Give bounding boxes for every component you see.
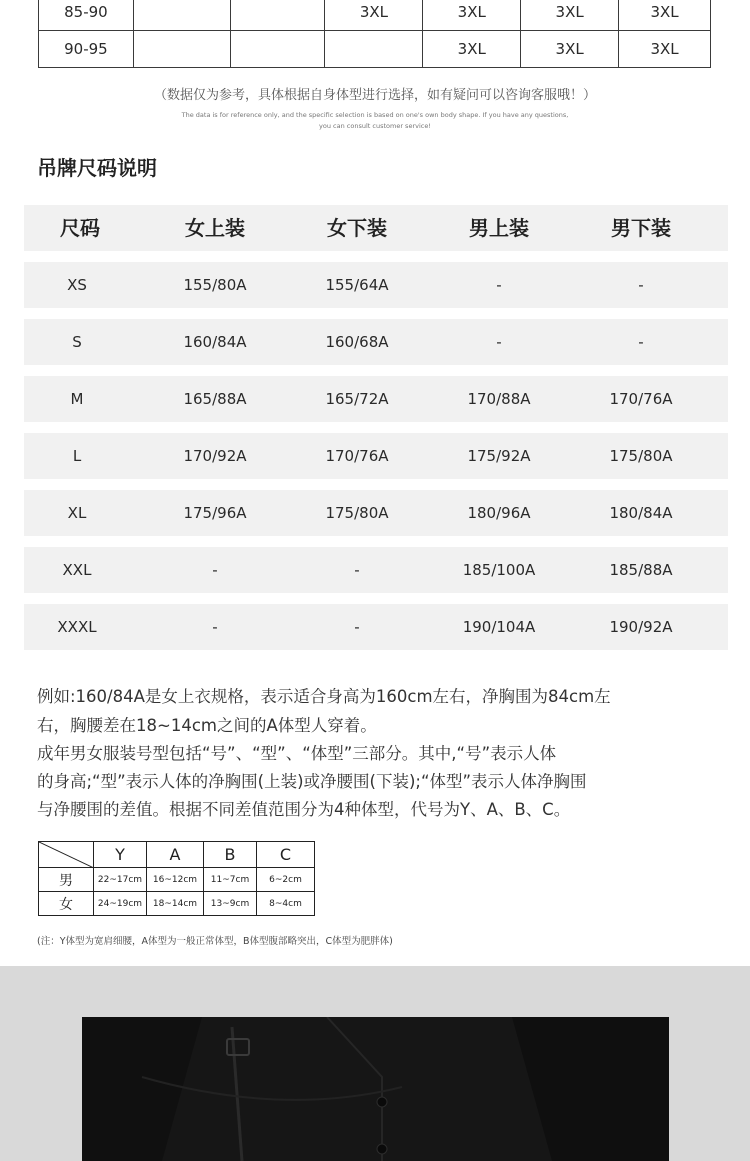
table-cell — [230, 0, 325, 31]
table-row — [39, 842, 315, 868]
table-cell: 13~9cm — [204, 892, 257, 916]
table-cell: 165/88A — [183, 390, 247, 408]
table-cell: 24~19cm — [94, 892, 147, 916]
table-row — [24, 319, 728, 365]
size-label: XS — [67, 276, 87, 294]
table-cell: - — [496, 276, 502, 294]
table-cell: 175/80A — [609, 447, 673, 465]
paragraph-line: 右，胸腰差在18~14cm之间的A体型人穿着。 — [37, 716, 377, 735]
table-cell: 8~4cm — [257, 892, 315, 916]
size-label: XXXL — [57, 618, 97, 636]
disclaimer-en: The data is for reference only, and the specific selection is based on one's own body shape. If you have any questions, — [181, 111, 569, 119]
disclaimer-en: you can consult customer service! — [319, 122, 431, 130]
footnote: (注：Y体型为宽肩细腰，A体型为一般正常体型，B体型腹部略突出，C体型为肥胖体) — [37, 936, 393, 947]
header-cell: B — [204, 842, 257, 868]
table-cell: 160/84A — [183, 333, 247, 351]
table-cell: 175/80A — [325, 504, 389, 522]
table-cell: - — [496, 333, 502, 351]
table-row — [24, 433, 728, 479]
table-row — [39, 31, 711, 68]
table-cell: 3XL — [423, 31, 521, 68]
header-cell: C — [257, 842, 315, 868]
table-cell: 22~17cm — [94, 868, 147, 892]
table-cell: - — [354, 561, 360, 579]
table-cell: - — [212, 561, 218, 579]
section-title: 吊牌尺码说明 — [37, 156, 157, 180]
product-photo — [82, 1017, 669, 1161]
body-type-table — [38, 841, 315, 916]
table-cell: 3XL — [423, 0, 521, 31]
header-cell: 男下装 — [611, 216, 671, 240]
table-cell: - — [638, 276, 644, 294]
table-cell: 170/88A — [467, 390, 531, 408]
range-cell: 85-90 — [39, 0, 134, 31]
header-cell: A — [147, 842, 204, 868]
table-cell: 170/76A — [325, 447, 389, 465]
table-cell: 155/80A — [183, 276, 247, 294]
table-cell: 190/104A — [462, 618, 536, 636]
table-cell: 180/96A — [467, 504, 531, 522]
table-cell: 3XL — [325, 0, 423, 31]
table-cell: 165/72A — [325, 390, 389, 408]
header-cell: 尺码 — [60, 216, 100, 240]
disclaimer-cn: （数据仅为参考，具体根据自身体型进行选择，如有疑问可以咨询客服哦！） — [153, 88, 596, 103]
table-cell: 170/92A — [183, 447, 247, 465]
table-cell: 16~12cm — [147, 868, 204, 892]
size-label: S — [72, 333, 82, 351]
table-cell: 3XL — [521, 31, 619, 68]
table-cell: 3XL — [619, 0, 711, 31]
table-cell: 185/100A — [462, 561, 536, 579]
table-cell: 160/68A — [325, 333, 389, 351]
table-cell: 155/64A — [325, 276, 389, 294]
table-cell: - — [212, 618, 218, 636]
table-cell: - — [354, 618, 360, 636]
gender-label: 男 — [39, 868, 94, 892]
table-row — [24, 262, 728, 308]
table-row — [39, 892, 315, 916]
table-row — [24, 490, 728, 536]
size-label: XXL — [62, 561, 92, 579]
size-chart-table-continued — [38, 0, 711, 68]
table-row — [39, 0, 711, 31]
size-label: M — [70, 390, 84, 408]
table-cell: 170/76A — [609, 390, 673, 408]
header-cell: 女上装 — [185, 216, 245, 240]
diagonal-line — [39, 842, 94, 868]
paragraph-line: 的身高;“型”表示人体的净胸围(上装)或净腰围(下装);“体型”表示人体净胸围 — [37, 772, 587, 791]
size-table-header — [24, 205, 728, 251]
table-cell: 190/92A — [609, 618, 673, 636]
diagonal-corner-cell — [39, 842, 94, 868]
paragraph-line: 例如:160/84A是女上衣规格，表示适合身高为160cm左右，净胸围为84cm左 — [37, 687, 611, 706]
table-cell — [230, 31, 325, 68]
table-cell — [325, 31, 423, 68]
black-shirt-image — [82, 1017, 669, 1161]
header-cell: Y — [94, 842, 147, 868]
table-cell: 3XL — [521, 0, 619, 31]
table-cell: 180/84A — [609, 504, 673, 522]
header-cell: 女下装 — [327, 216, 387, 240]
table-cell: - — [638, 333, 644, 351]
paragraph-line: 成年男女服装号型包括“号”、“型”、“体型”三部分。其中,“号”表示人体 — [37, 744, 557, 763]
table-row — [24, 547, 728, 593]
table-cell: 185/88A — [609, 561, 673, 579]
table-row — [39, 868, 315, 892]
range-cell: 90-95 — [39, 31, 134, 68]
table-cell — [133, 0, 230, 31]
table-cell: 6~2cm — [257, 868, 315, 892]
table-row — [24, 376, 728, 422]
table-cell — [133, 31, 230, 68]
size-label: XL — [67, 504, 87, 522]
table-cell: 175/92A — [467, 447, 531, 465]
gender-label: 女 — [39, 892, 94, 916]
size-label: L — [72, 447, 82, 465]
table-cell: 175/96A — [183, 504, 247, 522]
table-row — [24, 604, 728, 650]
table-cell: 3XL — [619, 31, 711, 68]
paragraph-line: 与净腰围的差值。根据不同差值范围分为4种体型，代号为Y、A、B、C。 — [37, 800, 571, 819]
table-cell: 18~14cm — [147, 892, 204, 916]
table-cell: 11~7cm — [204, 868, 257, 892]
header-cell: 男上装 — [469, 216, 529, 240]
